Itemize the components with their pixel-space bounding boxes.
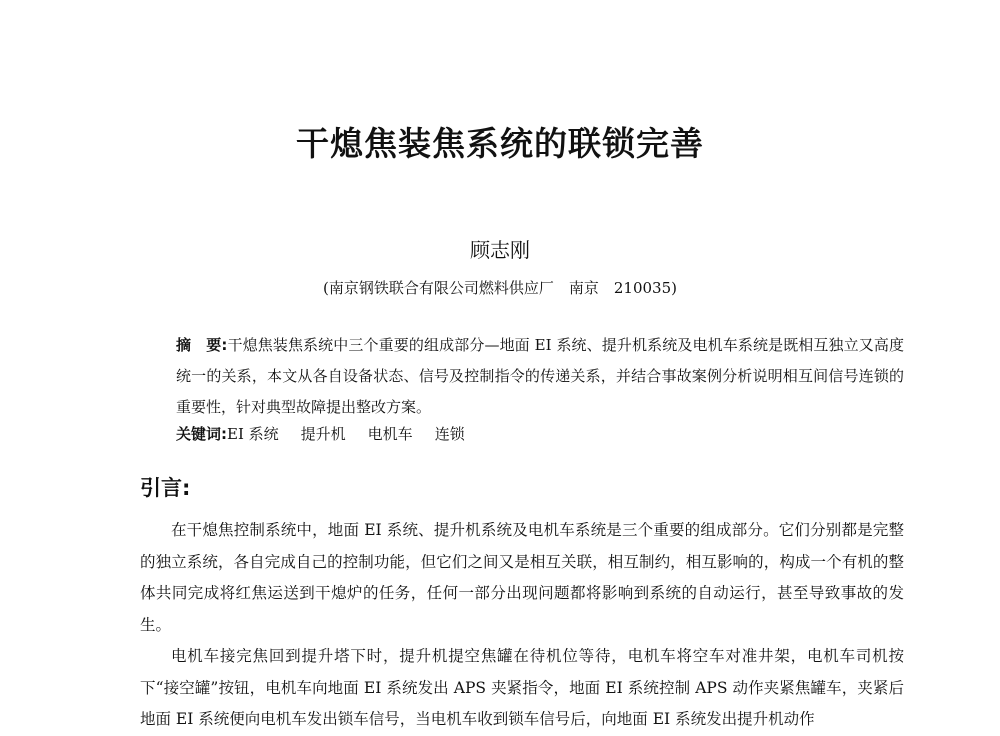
- paragraph: 在干熄焦控制系统中，地面 EI 系统、提升机系统及电机车系统是三个重要的组成部分。它们分别都是完整的独立系统，各自完成自己的控制功能，但它们之间又是相互关联，相互制约，相互影响的，构成一个有机的整体共同完成将红焦运送到干熄炉的任务，任何一部分出现问题都将影响到系统的自动运行，甚至导致事故的发生。: [140, 521, 904, 634]
- abstract-text: 干熄焦装焦系统中三个重要的组成部分—地面 EI 系统、提升机系统及电机车系统是既相互独立又高度统一的关系，本文从各自设备状态、信号及控制指令的传递关系，并结合事故案例分析说明相互间信号连锁的重要性，针对典型故障提出整改方案。: [176, 336, 905, 416]
- abstract-label: 摘 要:: [176, 336, 228, 354]
- paragraph: 电机车接完焦回到提升塔下时，提升机提空焦罐在待机位等待，电机车将空车对准井架，电机车司机按下“接空罐”按钮，电机车向地面 EI 系统发出 APS 夹紧指令，地面 EI 系统控制 APS 动作夹紧焦罐车，夹紧后地面 EI 系统便向电机车发出锁车信号，当电机车收到锁车信号后，向地面 EI 系统发出提升机动作: [140, 647, 904, 728]
- paper-title: 干熄焦装焦系统的联锁完善: [296, 124, 704, 163]
- body-text: [140, 515, 904, 736]
- keyword: 电机车: [367, 425, 413, 443]
- keyword: EI 系统: [227, 425, 279, 443]
- keyword: 提升机: [300, 425, 346, 443]
- abstract: [176, 330, 904, 423]
- author-name: 顾志刚: [470, 238, 530, 262]
- affiliation: (南京钢铁联合有限公司燃料供应厂 南京 210035): [323, 279, 677, 297]
- keywords: [176, 422, 904, 446]
- keyword: 连锁: [434, 425, 465, 443]
- keywords-label: 关键词:: [176, 425, 227, 443]
- section-heading-introduction: 引言:: [140, 476, 191, 500]
